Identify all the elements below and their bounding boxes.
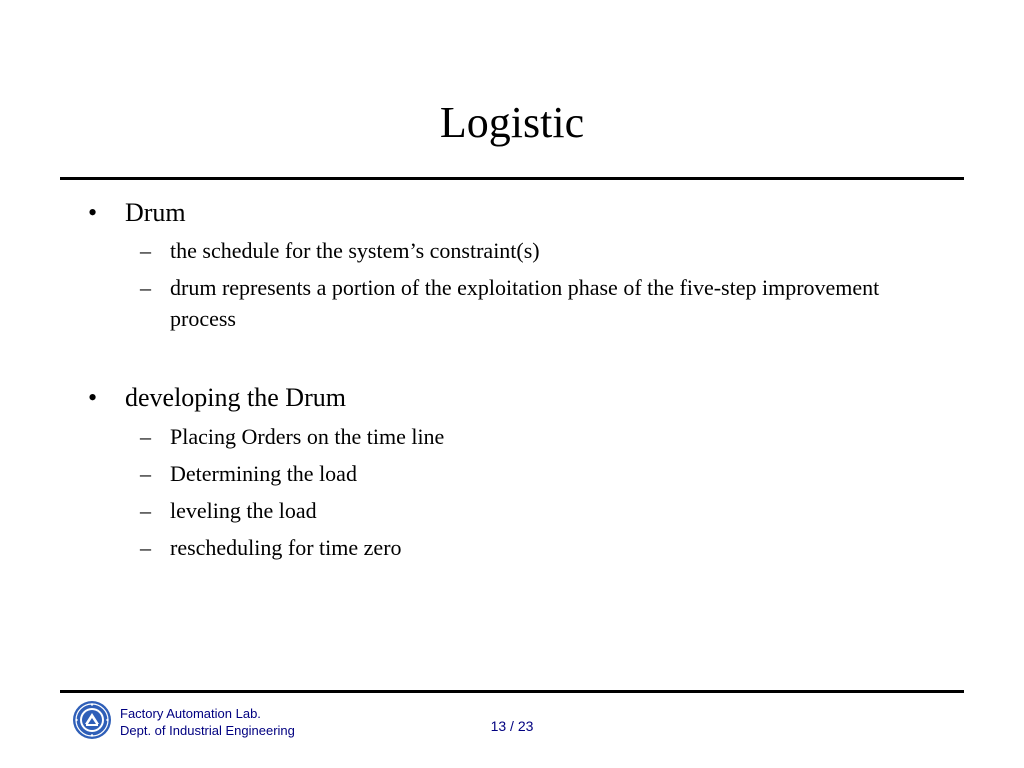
- bullet-marker: •: [88, 383, 98, 412]
- sub-bullet-text: Placing Orders on the time line: [170, 424, 445, 449]
- footer-organization: [120, 705, 295, 739]
- dash-marker: –: [140, 461, 151, 486]
- bullet-text: Drum: [125, 198, 186, 227]
- footer-lab-name: Factory Automation Lab.: [120, 706, 261, 721]
- dash-marker: –: [140, 275, 151, 300]
- sub-bullet-text: leveling the load: [170, 498, 317, 523]
- sub-bullet-text: rescheduling for time zero: [170, 535, 402, 560]
- sub-bullet-text: drum represents a portion of the exploitation phase of the five-step improvement process: [170, 275, 880, 331]
- sub-bullet-text: Determining the load: [170, 461, 357, 486]
- dash-marker: –: [140, 535, 151, 560]
- footer-department: Dept. of Industrial Engineering: [120, 723, 295, 738]
- dash-marker: –: [140, 424, 151, 449]
- dash-marker: –: [140, 238, 151, 263]
- dash-marker: –: [140, 498, 151, 523]
- university-seal-icon: [72, 700, 112, 740]
- bullet-text: developing the Drum: [125, 383, 346, 412]
- slide-title: Logistic: [439, 98, 585, 147]
- bullet-marker: •: [88, 198, 98, 227]
- footer-divider: [60, 690, 964, 693]
- page-number: 13 / 23: [490, 718, 534, 734]
- sub-bullet-text: the schedule for the system’s constraint(s): [170, 238, 540, 263]
